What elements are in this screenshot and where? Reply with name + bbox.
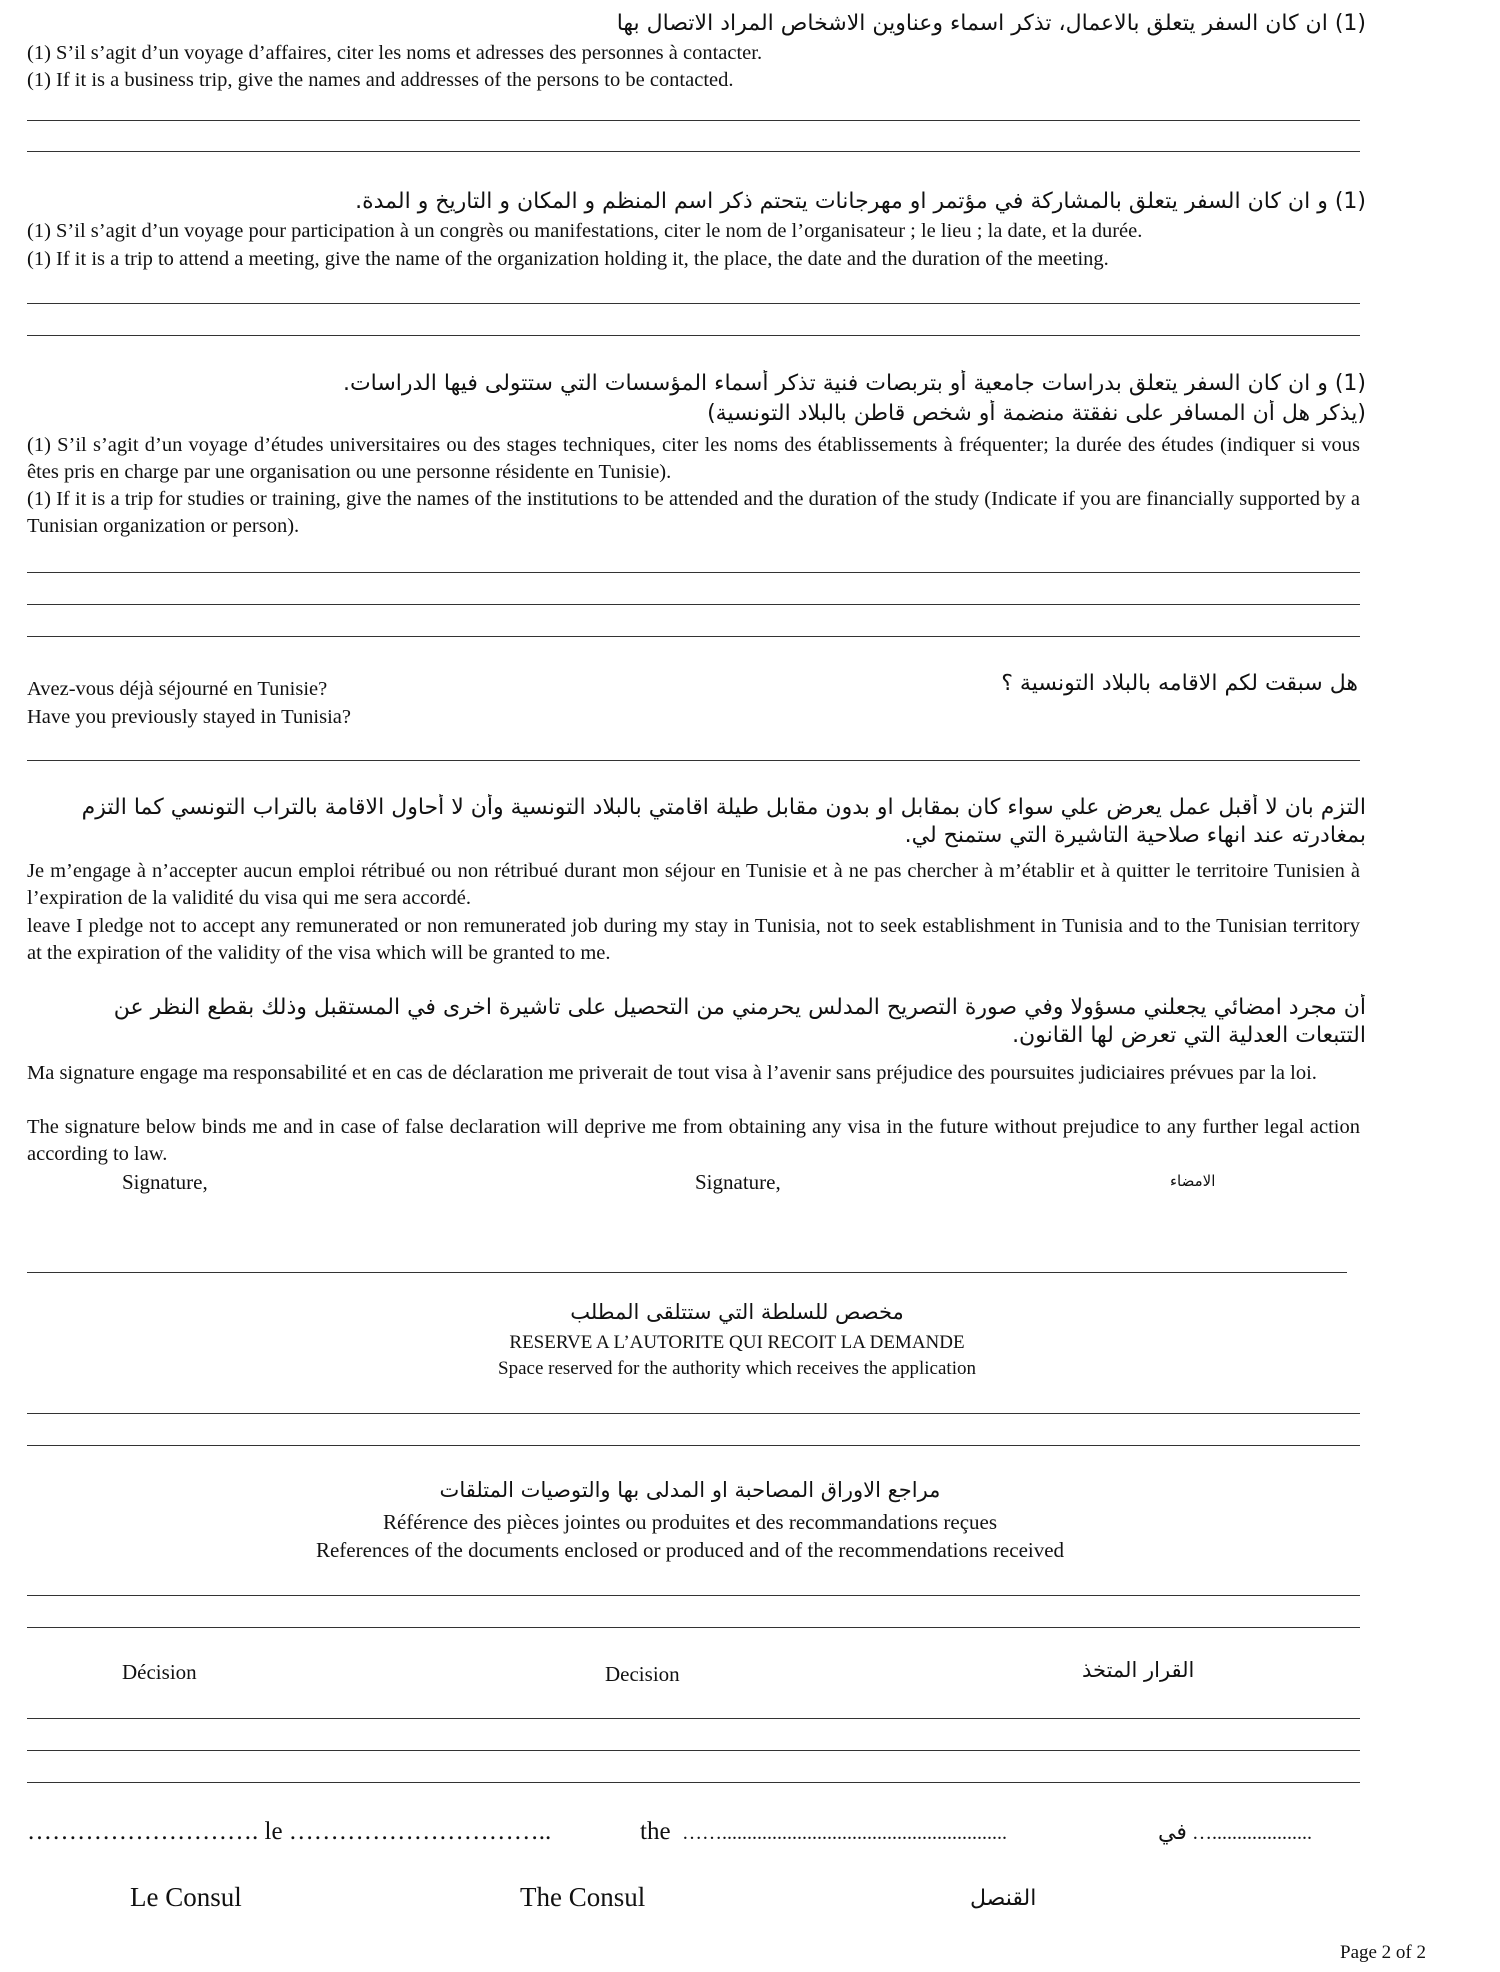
pledge-arabic: التزم بان لا أقبل عمل يعرض علي سواء كان بمقابل او بدون مقابل طيلة اقامتي بالبلاد التونسية وأن لا أحاول الاقامة بالتراب التونسي كما التزم بمغادرته عند انهاء صلاحية التاشيرة التي ستمنح لي. xyxy=(81,795,1366,848)
decision-line-3[interactable] xyxy=(27,1782,1360,1783)
decision-line-1[interactable] xyxy=(27,1718,1360,1719)
decision-line-2[interactable] xyxy=(27,1750,1360,1751)
authority-english: Space reserved for the authority which receives the application xyxy=(498,1358,976,1379)
studies-answer-line-2[interactable] xyxy=(27,604,1360,605)
decision-label-english: Decision xyxy=(605,1662,680,1686)
meeting-answer-line-2[interactable] xyxy=(27,335,1360,336)
date-place-english[interactable]: ……......................................................... xyxy=(682,1822,1007,1844)
consul-label-english: The Consul xyxy=(520,1882,646,1912)
business-answer-line-1[interactable] xyxy=(27,120,1360,121)
meeting-answer-line-1[interactable] xyxy=(27,303,1360,304)
references-english: References of the documents enclosed or produced and of the recommendations received xyxy=(315,1538,1065,1562)
studies-trip-french: (1) S’il s’agit d’un voyage d’études universitaires ou des stages techniques, citer les noms des établissements à fréquenter; la durée des études (indiquer si vous êtes pris en charge par une organisation ou une personne résidente en Tunisie). xyxy=(27,434,1360,483)
previous-stay-english: Have you previously stayed in Tunisia? xyxy=(27,706,351,728)
pledge-french: Je m’engage à n’accepter aucun emploi rétribué ou non rétribué durant mon séjour en Tunisie et à ne pas chercher à m’établir et à quitter le territoire Tunisien à l’expiration de la validité du visa qui me sera accordé. xyxy=(27,860,1360,909)
business-trip-arabic: (1) ان كان السفر يتعلق بالاعمال، تذكر اسماء وعناوين الاشخاص المراد الاتصال بها xyxy=(616,11,1366,36)
studies-answer-line-3[interactable] xyxy=(27,636,1360,637)
date-place-french[interactable]: ………………………. le ………………………….. xyxy=(27,1818,552,1845)
signature-clause-english: The signature below binds me and in case of false declaration will deprive me from obtaining any visa in the future without prejudice to any further legal action according to law. xyxy=(27,1116,1360,1165)
business-trip-french: (1) S’il s’agit d’un voyage d’affaires, citer les noms et adresses des personnes à contacter. xyxy=(27,42,763,64)
previous-stay-answer-line[interactable] xyxy=(27,760,1360,761)
decision-label-arabic: القرار المتخذ xyxy=(1082,1658,1195,1682)
meeting-trip-english: (1) If it is a trip to attend a meeting, give the name of the organization holding it, the place, the date and the duration of the meeting. xyxy=(27,248,1109,270)
business-trip-english: (1) If it is a business trip, give the names and addresses of the persons to be contacted. xyxy=(27,69,734,91)
studies-trip-arabic: (1) و ان كان السفر يتعلق بدراسات جامعية أو بتربصات فنية تذكر أسماء المؤسسات التي ستتولى فيها الدراسات. xyxy=(342,371,1366,396)
signature-line[interactable] xyxy=(27,1272,1347,1273)
consul-label-french: Le Consul xyxy=(130,1882,242,1912)
date-the-label: the xyxy=(640,1818,671,1845)
date-place-arabic[interactable]: ….................... xyxy=(1192,1822,1312,1844)
studies-answer-line-1[interactable] xyxy=(27,572,1360,573)
date-arabic-prefix: في xyxy=(1158,1820,1187,1845)
consul-label-arabic: القنصل xyxy=(970,1886,1037,1911)
signature-label-arabic: الامضاء xyxy=(1170,1172,1216,1190)
references-french: Référence des pièces jointes ou produites et des recommandations reçues xyxy=(382,1510,998,1534)
signature-clause-french: Ma signature engage ma responsabilité et en cas de déclaration me priverait de tout visa à l’avenir sans préjudice des poursuites judiciaires prévues par la loi. xyxy=(27,1062,1317,1084)
references-arabic: مراجع الاوراق المصاحبة او المدلى بها والتوصيات المتلقات xyxy=(439,1478,941,1502)
business-answer-line-2[interactable] xyxy=(27,151,1360,152)
signature-label-french: Signature, xyxy=(122,1170,208,1194)
authority-arabic: مخصص للسلطة التي ستتلقى المطلب xyxy=(570,1300,904,1324)
page-number: Page 2 of 2 xyxy=(1340,1942,1427,1963)
signature-clause-arabic: أن مجرد امضائي يجعلني مسؤولا وفي صورة التصريح المدلس يحرمني من التحصيل على تاشيرة اخرى في المستقبل وذلك بقطع النظر عن التتبعات العدلية التي تعرض لها القانون. xyxy=(113,995,1366,1048)
references-line-1[interactable] xyxy=(27,1595,1360,1596)
meeting-trip-french: (1) S’il s’agit d’un voyage pour participation à un congrès ou manifestations, citer le nom de l’organisateur ; le lieu ; la date, et la durée. xyxy=(27,220,1143,242)
authority-line-1[interactable] xyxy=(27,1413,1360,1414)
authority-line-2[interactable] xyxy=(27,1445,1360,1446)
decision-label-french: Décision xyxy=(122,1660,197,1684)
authority-french: RESERVE A L’AUTORITE QUI RECOIT LA DEMANDE xyxy=(509,1332,965,1353)
signature-label-english: Signature, xyxy=(695,1170,781,1194)
meeting-trip-arabic: (1) و ان كان السفر يتعلق بالمشاركة في مؤتمر او مهرجانات يتحتم ذكر اسم المنظم و المكان و التاريخ و المدة. xyxy=(355,189,1366,214)
studies-trip-english: (1) If it is a trip for studies or training, give the names of the institutions to be attended and the duration of the study (Indicate if you are financially supported by a Tunisian organization or person). xyxy=(27,488,1360,537)
references-line-2[interactable] xyxy=(27,1627,1360,1628)
previous-stay-arabic: هل سبقت لكم الاقامه بالبلاد التونسية ؟ xyxy=(1001,671,1358,696)
previous-stay-french: Avez-vous déjà séjourné en Tunisie? xyxy=(27,678,328,700)
studies-funding-arabic: (يذكر هل أن المسافر على نفقتة منضمة أو شخص قاطن بالبلاد التونسية) xyxy=(707,401,1366,426)
pledge-english: leave I pledge not to accept any remunerated or non remunerated job during my stay in Tunisia, not to seek establishment in Tunisia and to the Tunisian territory at the expiration of the validity of the visa which will be granted to me. xyxy=(27,915,1360,964)
